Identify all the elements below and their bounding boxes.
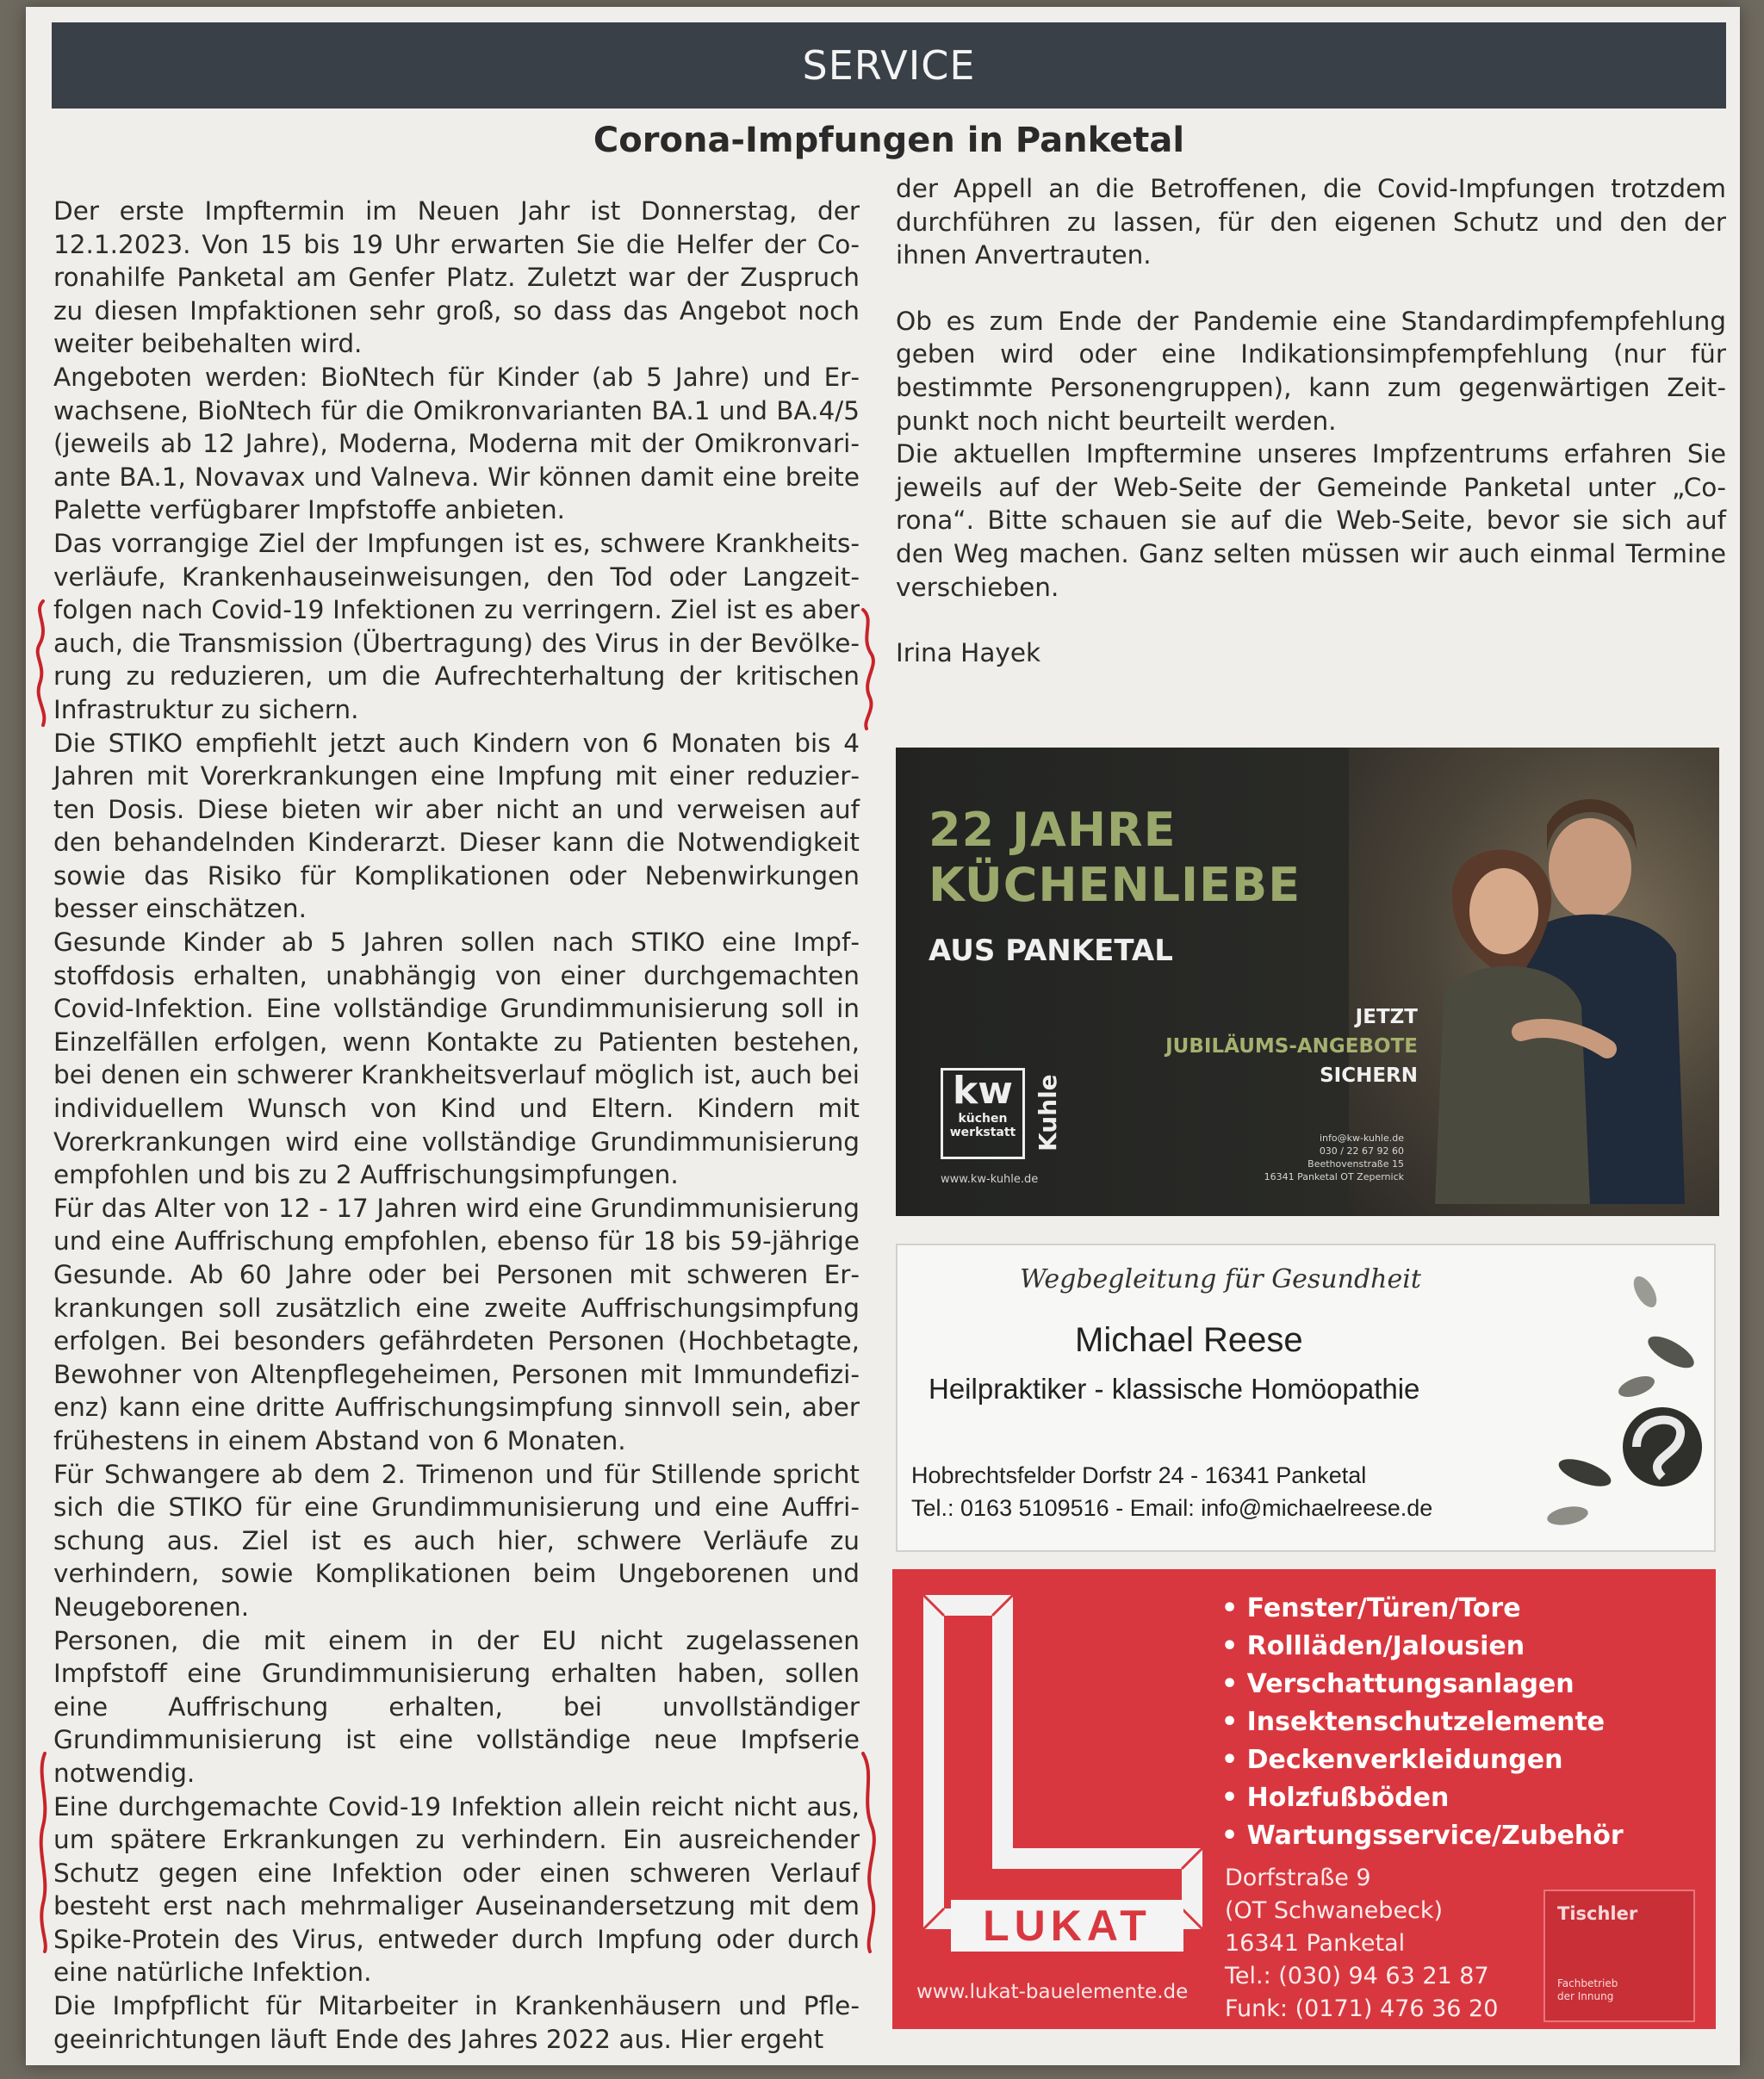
badge-sub-line: Fachbetrieb xyxy=(1557,1977,1618,1989)
article-author: Irina Hayek xyxy=(896,638,1041,668)
paragraph-gap xyxy=(896,272,1726,305)
paragraph: Personen, die mit einem in der EU nicht zugelassenen Impfstoff eine Grundimmunisierung erhalten haben, sollen eine Auffrischung erhalten, bei unvollständiger Grundimmunisierung ist eine vollständige neue Impfserie notwendig. xyxy=(53,1625,860,1788)
lukat-l-logo-icon xyxy=(918,1590,1208,1934)
list-item: • Rollläden/Jalousien xyxy=(1221,1628,1624,1666)
kitchen-contact xyxy=(1180,1132,1404,1183)
reese-advertisement xyxy=(896,1244,1716,1552)
couple-photo xyxy=(1392,773,1685,1204)
headline-line: 22 JAHRE xyxy=(929,803,1177,857)
contact-mobile: Funk: (0171) 476 36 20 xyxy=(1225,1995,1499,2022)
lukat-address xyxy=(1225,1862,1498,2026)
address-city: 16341 Panketal xyxy=(1225,1930,1406,1957)
tischler-badge xyxy=(1544,1890,1695,2022)
headline-line: KÜCHENLIEBE xyxy=(929,858,1301,912)
paragraph: Die Impfpflicht für Mitarbeiter in Krankenhäusern und Pflegeeinrichtungen läuft Ende des Jahres 2022 aus. Hier ergeht xyxy=(53,1991,860,2054)
paragraph: Das vorrangige Ziel der Impfungen ist es, schwere Krankheitsverläufe, Krankenhauseinweisungen, den Tod oder Langzeitfolgen nach Covid-19 Infektionen zu verringern. Ziel ist es aber auch, die Transmission (Übertragung) des Virus in der Bevölkerung zu reduzieren, um die Aufrechterhaltung der kritischen Infrastruktur zu sichern. xyxy=(53,528,860,724)
paragraph: Für das Alter von 12 - 17 Jahren wird eine Grundimmunisierung und eine Auffrischung empfohlen, ebenso für 18 bis 59-jährige Gesunde. Ab 60 Jahre oder bei Personen mit schweren Erkrankungen soll zusätzlich eine zweite Auffrischungsimpfung erfolgen. Bei besonders gefährdeten Personen (Hochbetagte, Bewohner von Altenpflegeheimen, Personen mit Immundefizienz) kann eine dritte Auffrischungsimpfung sinnvoll sein, aber frühestens in einem Abstand von 6 Monaten. xyxy=(53,1193,860,1455)
list-item: • Deckenverkleidungen xyxy=(1221,1741,1624,1779)
reese-contact: Tel.: 0163 5109516 - Email: info@michaelreese.de xyxy=(911,1495,1433,1521)
address-street: Dorfstraße 9 xyxy=(1225,1865,1371,1891)
paragraph: Gesunde Kinder ab 5 Jahren sollen nach STIKO eine Impfstoffdosis erhalten, unabhängig von einer durchgemachten Covid-Infektion. Eine vollständige Grundimmunisierung soll in Einzelfällen erfolgen, wenn Kontakte zu Patienten bestehen, bei denen ein schwerer Krankheitsverlauf möglich ist, auch bei individuellem Wunsch von Kind und Eltern. Kindern mit Vorerkrankungen wird eine vollständige Grundimmunisierung empfohlen und bis zu 2 Auffrischungsimpfungen. xyxy=(53,928,860,1190)
paragraph: der Appell an die Betroffenen, die Covid-Impfungen trotzdem durchführen zu lassen, für den eigenen Schutz und den der ihnen Anvertrauten. xyxy=(896,174,1726,270)
reese-address: Hobrechtsfelder Dorfstr 24 - 16341 Panketal xyxy=(911,1462,1367,1488)
lukat-advertisement xyxy=(892,1569,1716,2029)
badge-subtitle xyxy=(1557,1977,1618,2003)
contact-phone: Tel.: (030) 94 63 21 87 xyxy=(1225,1963,1489,1989)
logo-kw-text: kw xyxy=(953,1069,1013,1113)
kitchen-advertisement xyxy=(896,748,1719,1216)
offer-line: JUBILÄUMS-ANGEBOTE xyxy=(1165,1035,1418,1058)
logo-sub-text: werkstatt xyxy=(949,1126,1016,1139)
badge-sub-line: der Innung xyxy=(1557,1990,1614,2002)
lukat-logo-word: LUKAT xyxy=(951,1900,1183,1952)
reese-tagline: Wegbegleitung für Gesundheit xyxy=(1020,1264,1421,1294)
paragraph: Die aktuellen Impftermine unseres Impfzentrums erfahren Sie jeweils auf der Web-Seite der Gemeinde Panketal unter „Corona“. Bitte schauen sie auf die Web-Seite, bevor sie sich auf den Weg machen. Ganz selten müssen wir auch einmal Termine verschieben. xyxy=(896,439,1726,602)
address-district: (OT Schwanebeck) xyxy=(1225,1897,1444,1924)
kitchen-ad-headline xyxy=(929,803,1301,913)
article-headline: Corona-Impfungen in Panketal xyxy=(593,121,1185,160)
lukat-services-list xyxy=(1221,1590,1624,1855)
reese-name: Michael Reese xyxy=(1075,1321,1303,1359)
lukat-website: www.lukat-bauelemente.de xyxy=(916,1981,1189,2003)
badge-title: Tischler xyxy=(1557,1903,1638,1924)
section-title: SERVICE xyxy=(802,42,976,89)
article-column-left xyxy=(53,195,860,2056)
section-header xyxy=(52,22,1726,109)
offer-line: SICHERN xyxy=(1320,1064,1418,1087)
red-bracket-left-bottom xyxy=(19,1748,62,1955)
contact-street: Beethovenstraße 15 xyxy=(1307,1158,1404,1170)
list-item: • Holzfußböden xyxy=(1221,1779,1624,1817)
paragraph: Für Schwangere ab dem 2. Trimenon und für Stillende spricht sich die STIKO für eine Grundimmunisierung und eine Auffrischung aus. Ziel ist es auch hier, schwere Verläufe zu verhindern, sowie Komplikationen beim Ungeborenen und Neugeborenen. xyxy=(53,1459,860,1622)
kitchen-ad-offer xyxy=(1165,1002,1418,1090)
article-column-right xyxy=(896,172,1726,670)
kitchen-website: www.kw-kuhle.de xyxy=(941,1173,1039,1186)
contact-city: 16341 Panketal OT Zepernick xyxy=(1264,1171,1404,1182)
list-item: • Wartungsservice/Zubehör xyxy=(1221,1817,1624,1855)
red-bracket-left-top xyxy=(17,594,60,732)
paragraph: Der erste Impftermin im Neuen Jahr ist Donnerstag, der 12.1.2023. Von 15 bis 19 Uhr erwarten Sie die Helfer der Coronahilfe Panketal am Genfer Platz. Zuletzt war der Zuspruch zu diesen Impfaktionen sehr groß, so dass das Angebot noch weiter beibehalten wird. xyxy=(53,196,860,359)
paragraph: Ob es zum Ende der Pandemie eine Standardimpfempfehlung geben wird oder eine Indikationsimpfempfehlung (nur für bestimmte Personengruppen), kann zum gegenwärtigen Zeitpunkt noch nicht beurteilt werden. xyxy=(896,306,1726,436)
kitchen-ad-subline: AUS PANKETAL xyxy=(929,934,1173,968)
contact-phone: 030 / 22 67 92 60 xyxy=(1319,1145,1404,1157)
logo-side-text: Kuhle xyxy=(1034,1074,1062,1151)
kw-logo xyxy=(941,1068,1025,1159)
list-item: • Insektenschutzelemente xyxy=(1221,1704,1624,1741)
paragraph: Die STIKO empfiehlt jetzt auch Kindern von 6 Monaten bis 4 Jahren mit Vorerkrankungen eine Impfung mit einer reduzierten Dosis. Diese bieten wir aber nicht an und verweisen auf den behandelnden Kinderarzt. Dieser kann die Notwendigkeit sowie das Risiko für Komplikationen oder Nebenwirkungen besser einschätzen. xyxy=(53,728,860,924)
red-bracket-right-bottom xyxy=(854,1748,889,1955)
leaf-decoration-icon xyxy=(1533,1257,1705,1533)
reese-profession: Heilpraktiker - klassische Homöopathie xyxy=(929,1373,1420,1405)
contact-email: info@kw-kuhle.de xyxy=(1319,1133,1404,1144)
list-item: • Fenster/Türen/Tore xyxy=(1221,1590,1624,1628)
paragraph: Eine durchgemachte Covid-19 Infektion allein reicht nicht aus, um spätere Erkrankungen zu verhindern. Ein ausreichender Schutz gegen eine Infektion oder einen schweren Verlauf besteht erst nach mehrmaliger Auseinandersetzung mit dem Spike-Protein des Virus, entweder durch Impfung oder durch eine natürliche Infektion. xyxy=(53,1791,860,1988)
list-item: • Verschattungsanlagen xyxy=(1221,1666,1624,1704)
paragraph: Angeboten werden: BioNtech für Kinder (ab 5 Jahre) und Erwachsene, BioNtech für die Omikronvarianten BA.1 und BA.4/5 (jeweils ab 12 Jahre), Moderna, Moderna mit der Omikronvariante BA.1, Novavax und Valneva. Wir können damit eine breite Palette verfügbarer Impfstoffe anbieten. xyxy=(53,362,860,525)
logo-sub-text: küchen xyxy=(958,1112,1008,1126)
red-bracket-right-top xyxy=(853,603,887,732)
offer-line: JETZT xyxy=(1355,1006,1418,1028)
